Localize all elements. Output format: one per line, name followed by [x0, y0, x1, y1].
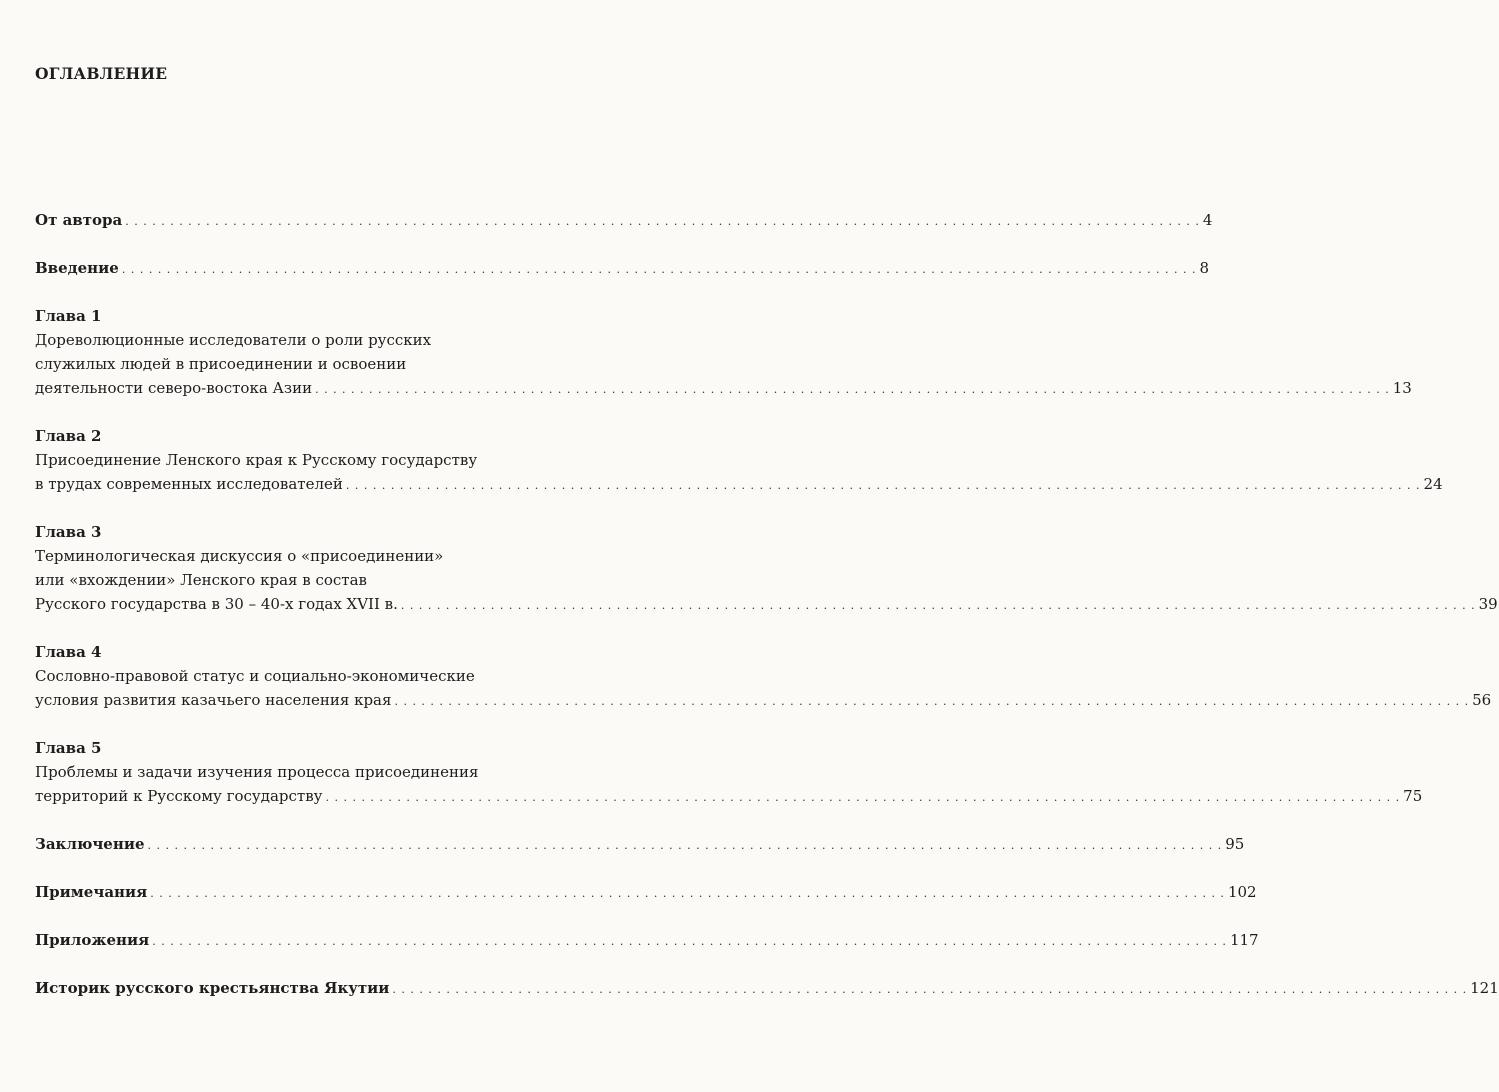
page-number: 4 [1202, 211, 1213, 229]
chapter-label: Глава 1 [35, 307, 102, 325]
page-title: ОГЛАВЛЕНИЕ [35, 64, 168, 83]
toc-entry-title: Заключение [35, 835, 145, 853]
toc-entry-title: От автора [35, 211, 123, 229]
page-number: 8 [1199, 259, 1210, 277]
chapter-label: Глава 5 [35, 739, 102, 757]
chapter-title-line: служилых людей в присоединении и освоении [35, 355, 407, 373]
toc-leader-line [35, 592, 1498, 616]
toc-entry-title: Историк русского крестьянства Якутии [35, 979, 390, 997]
dot-leader: . . . . . . . . . . . . . . . . . . . . . . . . . . . . . . . . . . . . . . . . . . . . . . . . . . . . . . . . . . . . . . . . . . . . . . . . . . . . . . . . . . . . . . . . . . . . . . . . . . . . . . . . . . . . . . . . . . . . . . . . [392, 983, 1468, 996]
toc-chapter-entry [35, 736, 1423, 808]
page-number: 56 [1472, 691, 1492, 709]
toc-entry-title: в трудах современных исследователей [35, 475, 343, 493]
toc-entry-title: Введение [35, 259, 119, 277]
page-number: 117 [1229, 931, 1259, 949]
toc-chapter-entry [35, 424, 1443, 496]
toc-leader-line [35, 688, 1492, 712]
chapter-label: Глава 4 [35, 643, 102, 661]
page-number: 13 [1392, 379, 1412, 397]
toc-entry [35, 832, 1245, 856]
page-number: 75 [1403, 787, 1423, 805]
toc-entry [35, 928, 1259, 952]
dot-leader: . . . . . . . . . . . . . . . . . . . . . . . . . . . . . . . . . . . . . . . . . . . . . . . . . . . . . . . . . . . . . . . . . . . . . . . . . . . . . . . . . . . . . . . . . . . . . . . . . . . . . . . . . . . . . . . . . . . . . . . . [150, 887, 1225, 900]
dot-leader: . . . . . . . . . . . . . . . . . . . . . . . . . . . . . . . . . . . . . . . . . . . . . . . . . . . . . . . . . . . . . . . . . . . . . . . . . . . . . . . . . . . . . . . . . . . . . . . . . . . . . . . . . . . . . . . . . . . . . . . . [394, 695, 1470, 708]
dot-leader: . . . . . . . . . . . . . . . . . . . . . . . . . . . . . . . . . . . . . . . . . . . . . . . . . . . . . . . . . . . . . . . . . . . . . . . . . . . . . . . . . . . . . . . . . . . . . . . . . . . . . . . . . . . . . . . . . . . . . . . . [152, 935, 1227, 948]
page-number: 24 [1423, 475, 1443, 493]
toc-leader-line [35, 376, 1412, 400]
toc-leader-line [35, 472, 1443, 496]
toc-entry [35, 880, 1257, 904]
page-number: 39 [1478, 595, 1498, 613]
chapter-title-line: Проблемы и задачи изучения процесса присоединения [35, 763, 479, 781]
page-number: 102 [1227, 883, 1257, 901]
toc-leader-line [35, 256, 1210, 280]
chapter-title-line: Присоединение Ленского края к Русскому государству [35, 451, 478, 469]
dot-leader: . . . . . . . . . . . . . . . . . . . . . . . . . . . . . . . . . . . . . . . . . . . . . . . . . . . . . . . . . . . . . . . . . . . . . . . . . . . . . . . . . . . . . . . . . . . . . . . . . . . . . . . . . . . . . . . . . . . . . . . . [315, 383, 1390, 396]
toc-entry-title: Примечания [35, 883, 148, 901]
chapter-title-line: или «вхождении» Ленского края в состав [35, 571, 367, 589]
toc-entry-title: условия развития казачьего населения края [35, 691, 392, 709]
chapter-title-line: Сословно-правовой статус и социально-экономические [35, 667, 475, 685]
dot-leader: . . . . . . . . . . . . . . . . . . . . . . . . . . . . . . . . . . . . . . . . . . . . . . . . . . . . . . . . . . . . . . . . . . . . . . . . . . . . . . . . . . . . . . . . . . . . . . . . . . . . . . . . . . . . . . . . . . . . . . . . [345, 479, 1421, 492]
toc-leader-line [35, 976, 1499, 1000]
toc-leader-line [35, 880, 1257, 904]
toc-entry [35, 256, 1210, 280]
toc-entry-title: Русского государства в 30 – 40-х годах XVII в. [35, 595, 398, 613]
toc-entry-title: деятельности северо-востока Азии [35, 379, 313, 397]
toc-leader-line [35, 832, 1245, 856]
dot-leader: . . . . . . . . . . . . . . . . . . . . . . . . . . . . . . . . . . . . . . . . . . . . . . . . . . . . . . . . . . . . . . . . . . . . . . . . . . . . . . . . . . . . . . . . . . . . . . . . . . . . . . . . . . . . . . . . . . . . . . . . [125, 215, 1200, 228]
dot-leader: . . . . . . . . . . . . . . . . . . . . . . . . . . . . . . . . . . . . . . . . . . . . . . . . . . . . . . . . . . . . . . . . . . . . . . . . . . . . . . . . . . . . . . . . . . . . . . . . . . . . . . . . . . . . . . . . . . . . . . . . [400, 599, 1476, 612]
toc-entry [35, 976, 1499, 1000]
chapter-label: Глава 3 [35, 523, 102, 541]
chapter-title-line: Дореволюционные исследователи о роли русских [35, 331, 432, 349]
toc-leader-line [35, 208, 1213, 232]
toc-entry-title: территорий к Русскому государству [35, 787, 323, 805]
toc-leader-line [35, 928, 1259, 952]
toc-chapter-entry [35, 640, 1492, 712]
chapter-label: Глава 2 [35, 427, 102, 445]
dot-leader: . . . . . . . . . . . . . . . . . . . . . . . . . . . . . . . . . . . . . . . . . . . . . . . . . . . . . . . . . . . . . . . . . . . . . . . . . . . . . . . . . . . . . . . . . . . . . . . . . . . . . . . . . . . . . . . . . . . . . . . . [121, 263, 1197, 276]
dot-leader: . . . . . . . . . . . . . . . . . . . . . . . . . . . . . . . . . . . . . . . . . . . . . . . . . . . . . . . . . . . . . . . . . . . . . . . . . . . . . . . . . . . . . . . . . . . . . . . . . . . . . . . . . . . . . . . . . . . . . . . . [147, 839, 1223, 852]
dot-leader: . . . . . . . . . . . . . . . . . . . . . . . . . . . . . . . . . . . . . . . . . . . . . . . . . . . . . . . . . . . . . . . . . . . . . . . . . . . . . . . . . . . . . . . . . . . . . . . . . . . . . . . . . . . . . . . . . . . . . . . . [325, 791, 1401, 804]
toc-entry [35, 208, 1213, 232]
page-number: 121 [1470, 979, 1499, 997]
page-number: 95 [1225, 835, 1245, 853]
toc-entry-title: Приложения [35, 931, 150, 949]
toc-chapter-entry [35, 304, 1412, 400]
toc-chapter-entry [35, 520, 1498, 616]
chapter-title-line: Терминологическая дискуссия о «присоединении» [35, 547, 444, 565]
toc-leader-line [35, 784, 1423, 808]
